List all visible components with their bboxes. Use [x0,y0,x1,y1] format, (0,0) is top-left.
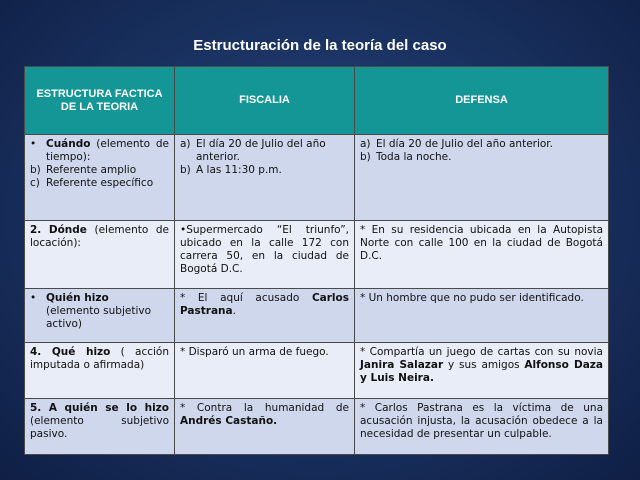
case-theory-table [24,66,609,455]
row-3-estructura [25,289,175,343]
bullet-icon: • [30,138,37,150]
quien-hizo-label: Quién hizo [46,292,109,304]
row-5-defensa: * Carlos Pastrana es la víctima de una acusación injusta, la acusación obedece a la necesidad de presentar un culpable. [355,399,609,455]
row-2-estructura: 2. Dónde (elemento de locación): [25,221,175,289]
list-item: • Quién hizo (elemento subjetivo activo) [30,292,151,330]
header-estructura: ESTRUCTURA FACTICA DE LA TEORIA [25,67,175,135]
row-1-fiscalia [175,135,355,221]
donde-label: Dónde [48,224,87,236]
row-2-fiscalia: •Supermercado “El triunfo”, ubicado en la calle 172 con carrera 50, en la ciudad de Bogotá D.C. [175,221,355,289]
accused-name: Carlos Pastrana [180,292,349,317]
list-item: b) A las 11:30 p.m. [180,164,282,176]
row-4-fiscalia: * Disparó un arma de fuego. [175,343,355,399]
que-hizo-label: 4. Qué hizo [30,346,111,358]
slide-title: Estructuración de la teoría del caso [193,37,447,54]
bullet-icon: • [30,292,37,304]
header-fiscalia: FISCALIA [175,67,355,135]
row-3-defensa: * Un hombre que no pudo ser identificado. [355,289,609,343]
row-2-defensa: * En su residencia ubicada en la Autopista Norte con calle 100 en la ciudad de Bogotá D.C. [355,221,609,289]
row-5-fiscalia: * Contra la humanidad de Andrés Castaño. [175,399,355,455]
cuando-label: Cuándo [46,138,91,150]
row-4-defensa: * Compartía un juego de cartas con su novia Janira Salazar y sus amigos Alfonso Daza y Luis Neira. [355,343,609,399]
table-header-row [25,67,609,135]
row-5-estructura: 5. A quién se lo hizo (elemento subjetivo pasivo. [25,399,175,455]
table-row [25,135,609,221]
list-item: c) Referente específico [30,177,154,189]
list-item: b) Toda la noche. [360,151,452,163]
list-item: b) Referente amplio [30,164,137,176]
table-row [25,221,609,289]
list-item: a) El día 20 de Julio del año anterior. [360,138,553,150]
row-1-defensa [355,135,609,221]
header-defensa: DEFENSA [355,67,609,135]
list-item: a) El día 20 de Julio del año anterior. [180,138,326,163]
victim-name: Andrés Castaño. [180,415,278,427]
table-row [25,399,609,455]
row-1-estructura [25,135,175,221]
row-4-estructura: 4. Qué hizo ( acción imputada o afirmada) [25,343,175,399]
row-3-fiscalia: * El aquí acusado Carlos Pastrana. [175,289,355,343]
table-row [25,289,609,343]
a-quien-label: 5. A quién se lo hizo [30,402,169,414]
table-row [25,343,609,399]
list-item: • Cuándo (elemento de tiempo): [30,138,169,163]
